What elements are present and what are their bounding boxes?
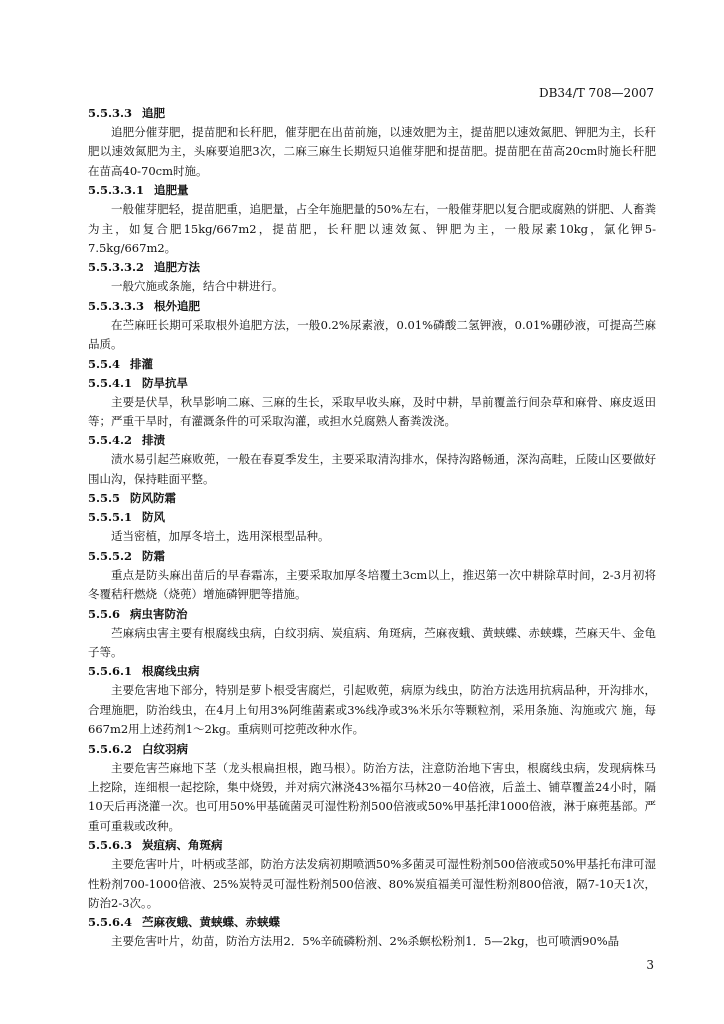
section-title: 根外追肥 xyxy=(154,298,201,313)
section-title: 白纹羽病 xyxy=(142,741,189,756)
section-number: 5.5.3.3.3 xyxy=(88,298,145,313)
section-title: 炭疽病、角斑病 xyxy=(142,838,223,853)
section-title: 追肥量 xyxy=(154,183,189,198)
section-heading xyxy=(88,258,656,277)
section-title: 防风 xyxy=(142,510,166,525)
section-number: 5.5.3.3.2 xyxy=(88,260,145,275)
section-heading xyxy=(88,547,656,566)
section-number: 5.5.4 xyxy=(88,356,121,371)
section-title: 防旱抗旱 xyxy=(142,375,189,390)
section-number: 5.5.3.3.1 xyxy=(88,183,145,198)
section-heading xyxy=(88,374,656,393)
standard-code-header: DB34/T 708—2007 xyxy=(538,86,654,100)
document-body xyxy=(88,104,656,952)
section-title: 病虫害防治 xyxy=(130,606,188,621)
section-heading xyxy=(88,662,656,681)
section-number: 5.5.6.4 xyxy=(88,915,133,930)
section-heading xyxy=(88,740,656,759)
section-title: 防风防霜 xyxy=(130,491,177,506)
body-paragraph: 一般穴施或条施，结合中耕进行。 xyxy=(111,279,284,294)
body-paragraph: 主要是伏旱，秋旱影响二麻、三麻的生长，采取早收头麻，及时中耕，旱前覆盖行间杂草和麻骨、麻皮返田等；严重干旱时，有灌溉条件的可采取沟灌，或担水兑腐熟人畜粪泼浇。 xyxy=(88,394,656,429)
body-paragraph: 重点是防头麻出苗后的早春霜冻，主要采取加厚冬培覆土3cm以上，推迟第一次中耕除草时间，2-3月初将冬覆秸秆燃烧（烧蔸）增施磷钾肥等措施。 xyxy=(88,567,656,602)
body-paragraph: 在苎麻旺长期可采取根外追肥方法，一般0.2%尿素液，0.01%磷酸二氢钾液，0.01%硼砂液，可提高苎麻品质。 xyxy=(88,317,656,352)
section-number: 5.5.5 xyxy=(88,491,121,506)
page-number: 3 xyxy=(646,958,654,972)
body-paragraph: 主要危害叶片，幼苗，防治方法用2．5%辛硫磷粉剂、2%杀螟松粉剂1．5—2kg，也可喷洒90%晶 xyxy=(111,934,620,949)
section-number: 5.5.5.1 xyxy=(88,510,133,525)
section-title: 苎麻夜蛾、黄蛱蝶、赤蛱蝶 xyxy=(142,915,281,930)
section-number: 5.5.4.2 xyxy=(88,433,133,448)
section-heading xyxy=(88,104,656,123)
body-paragraph: 渍水易引起苎麻败蔸，一般在春夏季发生，主要采取清沟排水，保持沟路畅通，深沟高畦，丘陵山区要做好围山沟，保持畦面平整。 xyxy=(88,452,656,486)
section-title: 防霜 xyxy=(142,548,166,563)
section-number: 5.5.6.3 xyxy=(88,838,133,853)
section-number: 5.5.4.1 xyxy=(88,375,133,390)
section-heading xyxy=(88,431,656,450)
section-number: 5.5.5.2 xyxy=(88,548,133,563)
section-heading xyxy=(88,605,656,624)
section-number: 5.5.6.1 xyxy=(88,664,133,679)
body-paragraph: 适当密植，加厚冬培土，选用深根型品种。 xyxy=(111,529,330,544)
section-heading xyxy=(88,181,656,200)
body-paragraph: 主要危害地下部分，特别是萝卜根受害腐烂，引起败蔸，病原为线虫，防治方法选用抗病品种，开沟排水，合理施肥，防治线虫，在4月上旬用3%阿维菌素或3%线净或3%米乐尔等颗粒剂，采用条施、沟施或穴 施，每667m2用上述药剂1～2kg。重病则可挖蔸改种水作。 xyxy=(88,683,656,737)
section-title: 追肥 xyxy=(142,106,166,120)
body-paragraph: 一般催芽肥轻，提苗肥重，追肥量，占全年施肥量的50%左右，一般催芽肥以复合肥或腐熟的饼肥、人畜粪为主，如复合肥15kg/667m2，提苗肥，长秆肥以速效氮、钾肥为主，一般尿素10kg，氯化钾5-7.5kg/667m2。 xyxy=(88,202,656,256)
section-heading xyxy=(88,489,656,508)
body-paragraph: 主要危害苎麻地下茎（龙头根扁担根，跑马根）。防治方法，注意防治地下害虫，根腐线虫病，发现病株马上挖除，连细根一起挖除，集中烧毁，并对病穴淋浇43%福尔马林20－40倍液，后盖土、铺草覆盖24小时，隔10天后再浇灌一次。也可用50%甲基硫菌灵可湿性粉剂500倍液或50%甲基托津1000倍液，淋于麻蔸基部。严重可重栽或改种。 xyxy=(88,760,656,833)
body-paragraph: 追肥分催芽肥，提苗肥和长秆肥，催芽肥在出苗前施，以速效肥为主，提苗肥以速效氮肥、钾肥为主，长秆肥以速效氮肥为主，头麻要追肥3次，二麻三麻生长期短只追催芽肥和提苗肥。提苗肥在苗高20cm时施长秆肥在苗高40-70cm时施。 xyxy=(88,125,656,178)
section-heading xyxy=(88,913,656,932)
section-title: 排灌 xyxy=(130,356,154,371)
body-paragraph: 苎麻病虫害主要有根腐线虫病，白纹羽病、炭疽病、角斑病，苎麻夜蛾、黄蛱蝶、赤蛱蝶，苎麻天牛、金龟子等。 xyxy=(88,625,656,659)
section-title: 排渍 xyxy=(142,433,166,448)
section-heading xyxy=(88,355,656,374)
section-number: 5.5.6 xyxy=(88,606,121,621)
section-number: 5.5.3.3 xyxy=(88,106,133,120)
section-heading xyxy=(88,297,656,316)
section-number: 5.5.6.2 xyxy=(88,741,133,756)
section-title: 追肥方法 xyxy=(154,260,201,275)
section-heading xyxy=(88,836,656,855)
section-heading xyxy=(88,508,656,527)
body-paragraph: 主要危害叶片，叶柄或茎部，防治方法发病初期喷洒50%多菌灵可湿性粉剂500倍液或50%甲基托布津可湿性粉剂700-1000倍液、25%炭特灵可湿性粉剂500倍液、80%炭疽福美可湿性粉剂800倍液，隔7-10天1次，防治2-3次。。 xyxy=(88,857,656,910)
section-title: 根腐线虫病 xyxy=(142,664,200,679)
